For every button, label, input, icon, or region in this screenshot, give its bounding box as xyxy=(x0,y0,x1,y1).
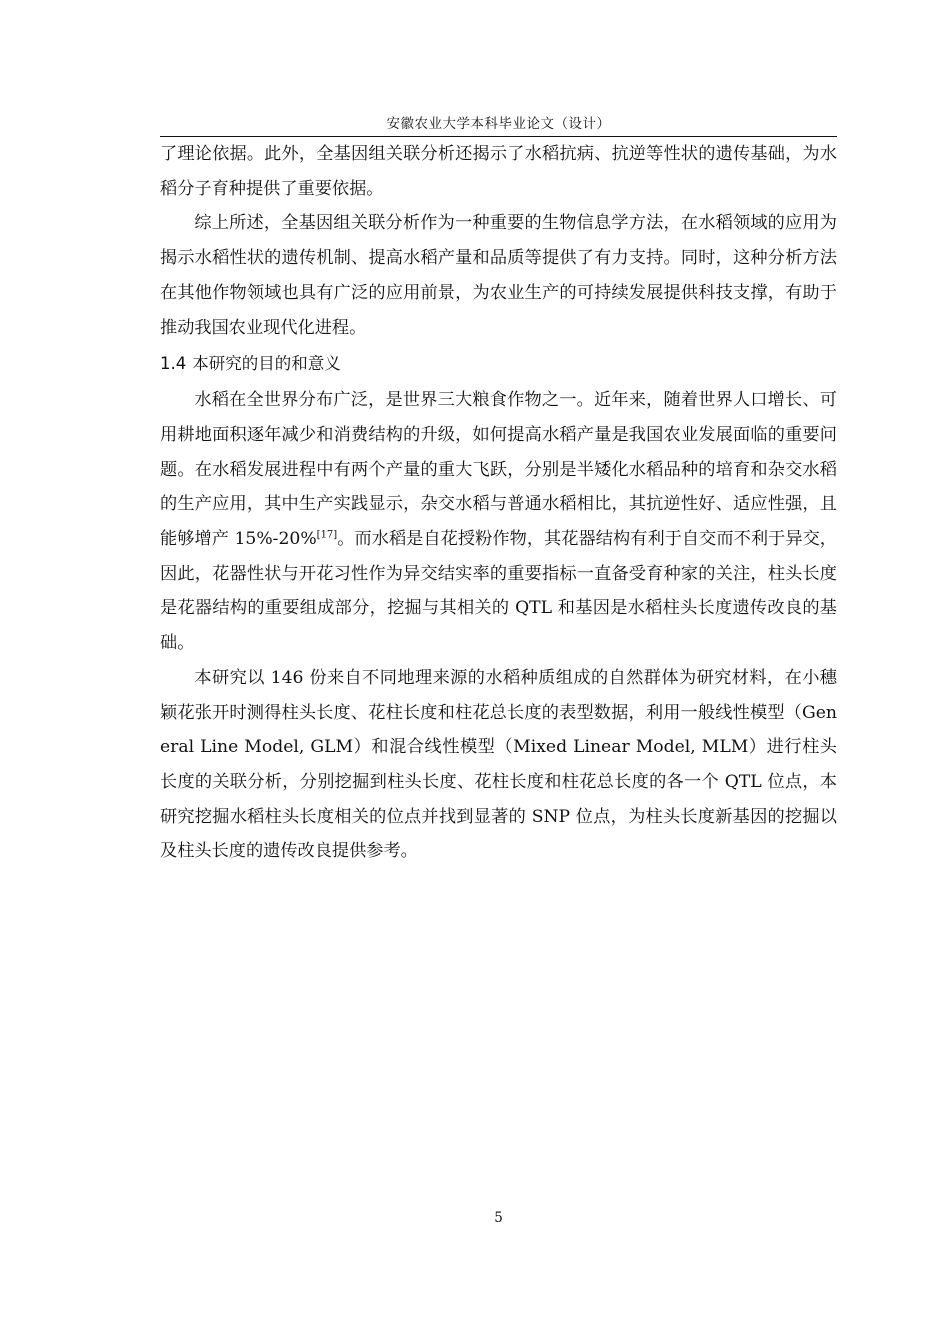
page-header: 安徽农业大学本科毕业论文（设计） xyxy=(386,116,611,132)
section-heading xyxy=(160,351,837,377)
section-title: 本研究的目的和意义 xyxy=(192,354,341,374)
paragraph-continuation: 了理论依据。此外，全基因组关联分析还揭示了水稻抗病、抗逆等性状的遗传基础，为水稻分子育种提供了重要依据。 xyxy=(160,144,837,199)
page-number: 5 xyxy=(494,1210,503,1226)
paragraph-summary: 综上所述，全基因组关联分析作为一种重要的生物信息学方法，在水稻领域的应用为揭示水稻性状的遗传机制、提高水稻产量和品质等提供了有力支持。同时，这种分析方法在其他作物领域也具有广泛的应用前景，为农业生产的可持续发展提供科技支撑，有助于推动我国农业现代化进程。 xyxy=(160,213,837,338)
citation-reference: [17] xyxy=(316,529,338,541)
paragraph-background xyxy=(160,383,837,661)
paragraph-background-text-cont: 。而水稻是自花授粉作物，其花器结构有利于自交而不利于异交，因此，花器性状与开花习性作为异交结实率的重要指标一直备受育种家的关注，柱头长度是花器结构的重要组成部分，挖掘与其相关的 QTL 和基因是水稻柱头长度遗传改良的基础。 xyxy=(160,529,837,654)
paragraph-background-text: 水稻在全世界分布广泛，是世界三大粮食作物之一。近年来，随着世界人口增长、可用耕地面积逐年减少和消费结构的升级，如何提高水稻产量是我国农业发展面临的重要问题。在水稻发展进程中有两个产量的重大飞跃，分别是半矮化水稻品种的培育和杂交水稻的生产应用，其中生产实践显示，杂交水稻与普通水稻相比，其抗逆性好、适应性强，且能够增产 15%-20% xyxy=(160,390,837,550)
section-number: 1.4 xyxy=(160,354,187,374)
paragraph-research-aim: 本研究以 146 份来自不同地理来源的水稻种质组成的自然群体为研究材料，在小穗颖花张开时测得柱头长度、花柱长度和柱花总长度的表型数据，利用一般线性模型（General Line Model, GLM）和混合线性模型（Mixed Linear Model, MLM）进行柱头长度的关联分析，分别挖掘到柱头长度、花柱长度和柱花总长度的各一个 QTL 位点，本研究挖掘水稻柱头长度相关的位点并找到显著的 SNP 位点，为柱头长度新基因的挖掘以及柱头长度的遗传改良提供参考。 xyxy=(160,667,837,862)
page-body xyxy=(160,137,837,869)
